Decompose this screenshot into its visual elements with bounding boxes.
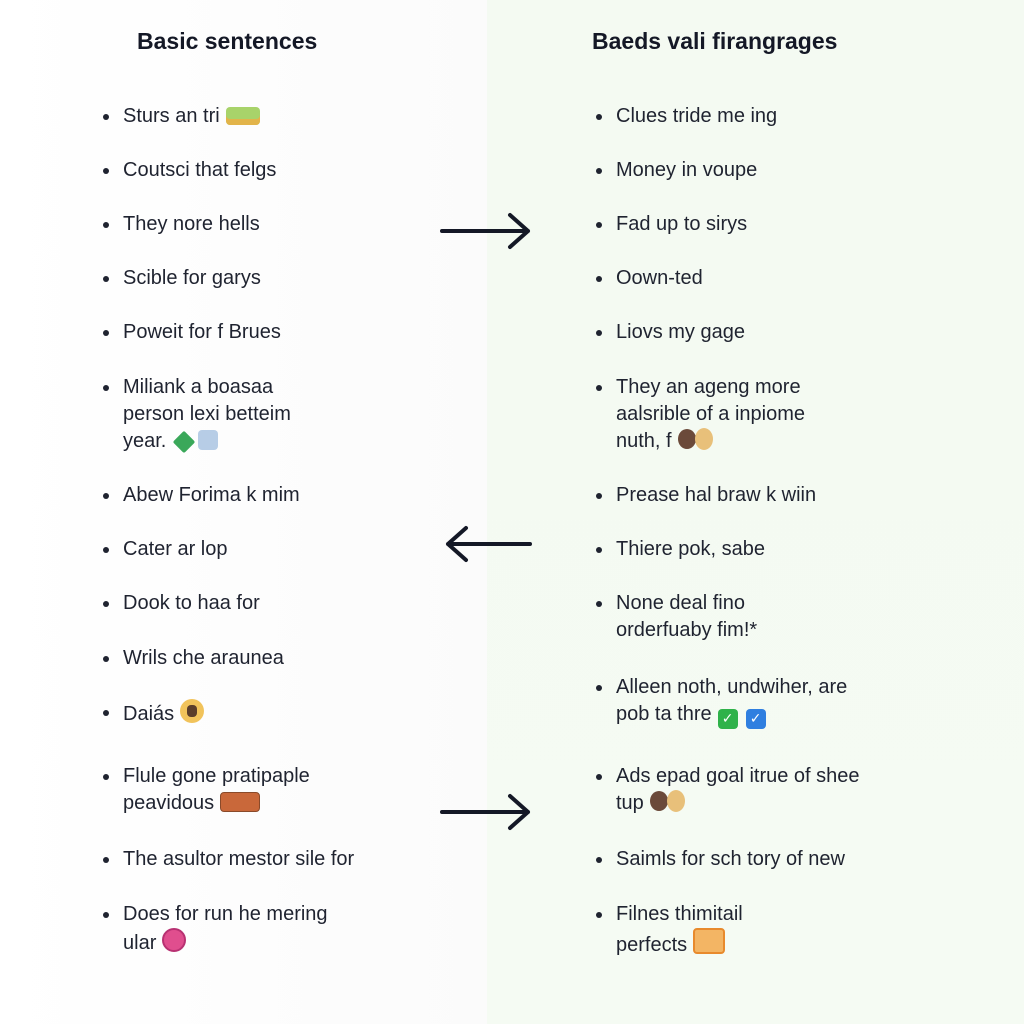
list-item xyxy=(123,763,348,817)
list-item-text: Liovs my gage xyxy=(616,321,745,343)
list-item xyxy=(123,901,353,957)
list-item-text: Does for run he mering ular xyxy=(123,903,328,954)
list-item xyxy=(616,536,976,563)
list-item-text: Sturs an tri xyxy=(123,105,220,127)
list-item xyxy=(616,157,976,184)
pair-emoji-icon xyxy=(650,790,686,812)
list-item-text: Saimls for sch tory of new xyxy=(616,848,845,870)
list-item xyxy=(123,265,483,292)
bullet-icon xyxy=(103,493,109,499)
bullet-icon xyxy=(596,857,602,863)
bullet-icon xyxy=(103,547,109,553)
list-item xyxy=(616,674,886,729)
list-item xyxy=(616,265,976,292)
list-item-text: Poweit for f Brues xyxy=(123,321,281,343)
bullet-icon xyxy=(103,857,109,863)
list-item-text: Wrils che araunea xyxy=(123,647,284,669)
list-item xyxy=(616,590,786,644)
list-item-text: Scible for garys xyxy=(123,267,261,289)
bullet-icon xyxy=(596,601,602,607)
bullet-icon xyxy=(103,912,109,918)
list-item-text: Oown-ted xyxy=(616,267,703,289)
list-item-text: Prease hal braw k wiin xyxy=(616,484,817,506)
list-item-text: Daiás xyxy=(123,703,175,725)
face-emoji-icon xyxy=(180,699,204,723)
bullet-icon xyxy=(596,912,602,918)
list-item xyxy=(123,846,483,873)
list-item-text: Filnes thimitail perfects xyxy=(616,903,743,956)
list-item-text: Alleen noth, undwiher, are pob ta thre xyxy=(616,676,848,725)
list-item xyxy=(123,211,483,238)
bullet-icon xyxy=(103,114,109,120)
list-item xyxy=(616,846,976,873)
list-item xyxy=(123,374,333,455)
bullet-icon xyxy=(596,685,602,691)
bullet-icon xyxy=(596,168,602,174)
arrow-right-icon xyxy=(440,207,540,255)
list-item xyxy=(616,901,806,959)
bullet-icon xyxy=(103,276,109,282)
bullet-icon xyxy=(596,114,602,120)
bullet-icon xyxy=(596,547,602,553)
list-item-text: Thiere pok, sabe xyxy=(616,538,765,560)
list-item xyxy=(616,103,976,130)
right-column-title: Baeds vali firangrages xyxy=(592,28,838,54)
list-item-text: They an ageng more aalsrible of a inpiome nuth, f xyxy=(616,376,805,452)
check-green-emoji-icon: ✓ xyxy=(718,709,738,729)
arrow-left-icon xyxy=(440,520,540,568)
bullet-icon xyxy=(103,601,109,607)
list-item-text: Coutsci that felgs xyxy=(123,159,277,181)
list-item-text: The asultor mestor sile for xyxy=(123,848,355,870)
list-item-text: Flule gone pratipaple peavidous xyxy=(123,765,310,814)
list-item xyxy=(123,319,483,346)
list-item-text: Clues tride me ing xyxy=(616,105,778,127)
list-item xyxy=(616,211,976,238)
list-item xyxy=(123,157,483,184)
list-item xyxy=(616,374,851,455)
green-pixel-emoji-icon xyxy=(226,107,260,125)
bullet-icon xyxy=(103,656,109,662)
green-diamond-emoji-icon xyxy=(173,431,196,454)
bullet-icon xyxy=(596,222,602,228)
list-item-text: They nore hells xyxy=(123,213,260,235)
bullet-icon xyxy=(596,330,602,336)
list-item xyxy=(123,482,483,509)
check-blue-emoji-icon: ✓ xyxy=(746,709,766,729)
bullet-icon xyxy=(103,385,109,391)
left-column-title: Basic sentences xyxy=(137,28,318,54)
pair-emoji-icon xyxy=(678,428,714,450)
list-item xyxy=(123,590,483,617)
bullet-icon xyxy=(103,774,109,780)
bullet-icon xyxy=(103,222,109,228)
bullet-icon xyxy=(596,276,602,282)
list-item-text: Cater ar lop xyxy=(123,538,228,560)
list-item xyxy=(123,699,483,728)
list-item xyxy=(123,103,483,130)
brick-emoji-icon xyxy=(220,792,260,812)
heart-emoji-icon xyxy=(162,928,186,952)
list-item-text: Ads epad goal itrue of shee tup xyxy=(616,765,860,814)
list-item-text: Dook to haa for xyxy=(123,592,260,614)
list-item xyxy=(123,645,483,672)
list-item-text: Fad up to sirys xyxy=(616,213,748,235)
list-item xyxy=(616,763,886,817)
list-item xyxy=(616,482,976,509)
list-item xyxy=(616,319,976,346)
bullet-icon xyxy=(103,330,109,336)
bullet-icon xyxy=(596,774,602,780)
list-item-text: Miliank a boasaa person lexi betteim year. xyxy=(123,376,291,452)
list-item xyxy=(123,536,483,563)
list-item-text: Money in voupe xyxy=(616,159,758,181)
blue-square-emoji-icon xyxy=(198,430,218,450)
bullet-icon xyxy=(103,168,109,174)
list-item-text: None deal fino orderfuaby fim!* xyxy=(616,592,758,641)
bullet-icon xyxy=(596,493,602,499)
list-item-text: Abew Forima k mim xyxy=(123,484,300,506)
orange-frame-emoji-icon xyxy=(693,928,725,954)
bullet-icon xyxy=(596,385,602,391)
arrow-right-icon xyxy=(440,788,540,836)
bullet-icon xyxy=(103,710,109,716)
